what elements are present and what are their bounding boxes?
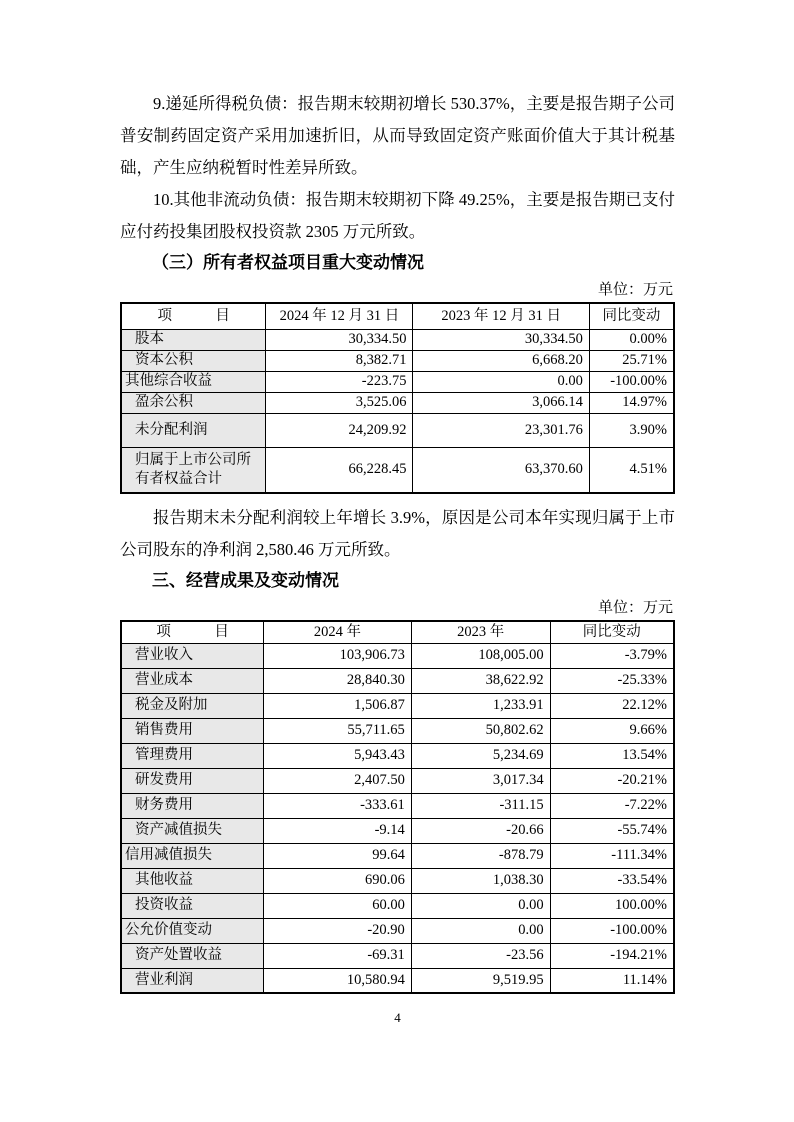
- cell-value-2024: 66,228.45: [266, 447, 413, 493]
- cell-yoy-change: -7.22%: [550, 793, 674, 818]
- row-label: 其他收益: [121, 868, 264, 893]
- cell-value-2023: 63,370.60: [413, 447, 589, 493]
- table-row: [121, 968, 674, 993]
- cell-value-2023: 5,234.69: [411, 743, 550, 768]
- cell-value-2023: 9,519.95: [411, 968, 550, 993]
- row-label: 未分配利润: [121, 413, 266, 447]
- section-heading-operating-results: 三、经营成果及变动情况: [152, 571, 339, 590]
- paragraph-other-noncurrent-liability: 10.其他非流动负债：报告期末较期初下降 49.25%，主要是报告期已支付应付药投集团股权投资款 2305 万元所致。: [120, 190, 675, 241]
- row-label: 公允价值变动: [121, 918, 264, 943]
- cell-value-2024: 3,525.06: [266, 392, 413, 413]
- table-row: [121, 329, 674, 350]
- table-row: [121, 392, 674, 413]
- table-row: [121, 743, 674, 768]
- cell-yoy-change: -33.54%: [550, 868, 674, 893]
- cell-value-2024: 99.64: [264, 843, 412, 868]
- cell-value-2024: 1,506.87: [264, 693, 412, 718]
- cell-yoy-change: -3.79%: [550, 643, 674, 668]
- cell-yoy-change: 3.90%: [589, 413, 674, 447]
- cell-value-2024: 690.06: [264, 868, 412, 893]
- row-label: 投资收益: [121, 893, 264, 918]
- cell-yoy-change: -20.21%: [550, 768, 674, 793]
- cell-value-2024: 10,580.94: [264, 968, 412, 993]
- paragraph-retained-earnings: 报告期末未分配利润较上年增长 3.9%，原因是公司本年实现归属于上市公司股东的净利润 2,580.46 万元所致。: [120, 508, 675, 559]
- column-header-yoy-change: 同比变动: [589, 303, 674, 329]
- row-label: 营业利润: [121, 968, 264, 993]
- cell-yoy-change: 13.54%: [550, 743, 674, 768]
- table-row: [121, 718, 674, 743]
- column-header-2024: 2024 年: [264, 621, 412, 643]
- cell-value-2023: 30,334.50: [413, 329, 589, 350]
- cell-value-2023: 6,668.20: [413, 350, 589, 371]
- row-label: 资产减值损失: [121, 818, 264, 843]
- row-label: 管理费用: [121, 743, 264, 768]
- table-header-row: [121, 303, 674, 329]
- cell-yoy-change: -55.74%: [550, 818, 674, 843]
- cell-value-2023: 38,622.92: [411, 668, 550, 693]
- row-label: 股本: [121, 329, 266, 350]
- cell-yoy-change: -111.34%: [550, 843, 674, 868]
- cell-yoy-change: 4.51%: [589, 447, 674, 493]
- cell-yoy-change: 11.14%: [550, 968, 674, 993]
- operating-results-table: [120, 620, 675, 994]
- cell-value-2023: 3,017.34: [411, 768, 550, 793]
- cell-yoy-change: 22.12%: [550, 693, 674, 718]
- cell-yoy-change: 25.71%: [589, 350, 674, 371]
- cell-yoy-change: -194.21%: [550, 943, 674, 968]
- row-label: 盈余公积: [121, 392, 266, 413]
- cell-value-2024: 8,382.71: [266, 350, 413, 371]
- cell-value-2023: -878.79: [411, 843, 550, 868]
- row-label: 资本公积: [121, 350, 266, 371]
- row-label: 资产处置收益: [121, 943, 264, 968]
- cell-value-2023: 0.00: [413, 371, 589, 392]
- table-header-row: [121, 621, 674, 643]
- cell-value-2023: -23.56: [411, 943, 550, 968]
- cell-value-2024: -9.14: [264, 818, 412, 843]
- cell-value-2023: 0.00: [411, 893, 550, 918]
- cell-value-2023: 1,233.91: [411, 693, 550, 718]
- column-header-item: 项 目: [121, 303, 266, 329]
- table-row: [121, 447, 674, 493]
- cell-value-2024: 30,334.50: [266, 329, 413, 350]
- cell-yoy-change: -100.00%: [589, 371, 674, 392]
- cell-yoy-change: -25.33%: [550, 668, 674, 693]
- row-label: 销售费用: [121, 718, 264, 743]
- row-label: 其他综合收益: [121, 371, 266, 392]
- table-row: [121, 643, 674, 668]
- cell-yoy-change: 0.00%: [589, 329, 674, 350]
- table-row: [121, 350, 674, 371]
- column-header-item: 项 目: [121, 621, 264, 643]
- cell-value-2024: 2,407.50: [264, 768, 412, 793]
- cell-yoy-change: 9.66%: [550, 718, 674, 743]
- cell-value-2024: 24,209.92: [266, 413, 413, 447]
- cell-value-2024: -69.31: [264, 943, 412, 968]
- unit-label-operating: 单位：万元: [597, 600, 673, 616]
- cell-value-2023: 3,066.14: [413, 392, 589, 413]
- table-row: [121, 371, 674, 392]
- cell-value-2023: 50,802.62: [411, 718, 550, 743]
- table-row: [121, 793, 674, 818]
- table-row: [121, 668, 674, 693]
- row-label: 归属于上市公司所有者权益合计: [121, 447, 266, 493]
- table-row: [121, 413, 674, 447]
- cell-value-2024: 5,943.43: [264, 743, 412, 768]
- table-row: [121, 893, 674, 918]
- cell-yoy-change: 14.97%: [589, 392, 674, 413]
- row-label: 税金及附加: [121, 693, 264, 718]
- cell-value-2024: 103,906.73: [264, 643, 412, 668]
- cell-value-2023: 108,005.00: [411, 643, 550, 668]
- table-row: [121, 943, 674, 968]
- cell-value-2024: 55,711.65: [264, 718, 412, 743]
- section-heading-equity-changes: （三）所有者权益项目重大变动情况: [152, 253, 424, 272]
- column-header-2023-date: 2023 年 12 月 31 日: [413, 303, 589, 329]
- cell-value-2024: 60.00: [264, 893, 412, 918]
- row-label: 营业收入: [121, 643, 264, 668]
- cell-value-2024: -223.75: [266, 371, 413, 392]
- column-header-2023: 2023 年: [411, 621, 550, 643]
- cell-yoy-change: 100.00%: [550, 893, 674, 918]
- column-header-yoy-change: 同比变动: [550, 621, 674, 643]
- unit-label-equity: 单位：万元: [597, 282, 673, 298]
- table-row: [121, 868, 674, 893]
- table-row: [121, 818, 674, 843]
- row-label: 研发费用: [121, 768, 264, 793]
- row-label: 财务费用: [121, 793, 264, 818]
- table-row: [121, 918, 674, 943]
- cell-value-2023: -311.15: [411, 793, 550, 818]
- column-header-2024-date: 2024 年 12 月 31 日: [266, 303, 413, 329]
- cell-value-2023: 23,301.76: [413, 413, 589, 447]
- equity-change-table: [120, 302, 675, 494]
- table-row: [121, 693, 674, 718]
- cell-value-2024: 28,840.30: [264, 668, 412, 693]
- cell-value-2024: -20.90: [264, 918, 412, 943]
- row-label: 营业成本: [121, 668, 264, 693]
- cell-value-2023: -20.66: [411, 818, 550, 843]
- cell-value-2023: 0.00: [411, 918, 550, 943]
- page-number: 4: [394, 1010, 401, 1025]
- table-row: [121, 768, 674, 793]
- paragraph-deferred-tax-liability: 9.递延所得税负债：报告期末较期初增长 530.37%，主要是报告期子公司普安制药固定资产采用加速折旧，从而导致固定资产账面价值大于其计税基础，产生应纳税暂时性差异所致。: [120, 94, 675, 177]
- cell-value-2023: 1,038.30: [411, 868, 550, 893]
- table-row: [121, 843, 674, 868]
- cell-value-2024: -333.61: [264, 793, 412, 818]
- row-label: 信用减值损失: [121, 843, 264, 868]
- cell-yoy-change: -100.00%: [550, 918, 674, 943]
